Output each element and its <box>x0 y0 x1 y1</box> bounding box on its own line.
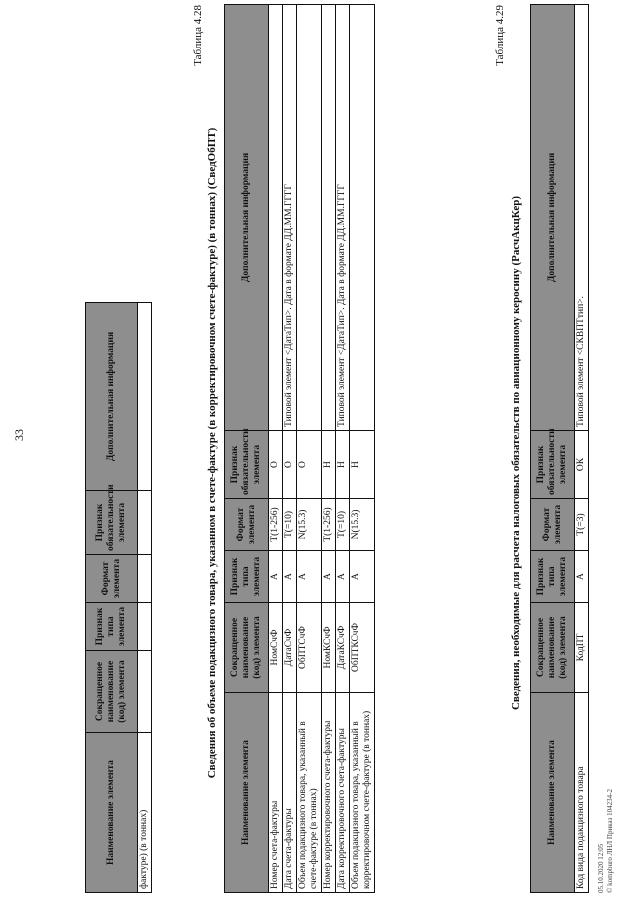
table-row <box>336 5 350 893</box>
header-info: Дополнительная информация <box>531 5 575 431</box>
header-format: Формат элемента <box>531 499 575 551</box>
cell-type: А <box>322 551 336 603</box>
cell-info <box>322 5 336 431</box>
cell-type: А <box>575 551 589 603</box>
cell-code: ДатаКСчФ <box>336 603 350 693</box>
header-code: Сокращенное наименование (код) элемента <box>86 651 138 733</box>
table-row <box>283 5 297 893</box>
table-428 <box>224 4 375 893</box>
cell: фактуре) (в тоннах) <box>138 733 152 893</box>
header-format: Формат элемента <box>225 499 269 551</box>
header-name: Наименование элемента <box>225 693 269 893</box>
cell-required: Н <box>336 431 350 499</box>
cell-format: T(1-256) <box>322 499 336 551</box>
table-428-label: Таблица 4.28 <box>192 5 204 66</box>
cell-name: Дата корректировочного счета-фактуры <box>336 693 350 893</box>
table-429 <box>530 4 589 893</box>
cell-code: КодПТ <box>575 603 589 693</box>
header-type: Признак типа элемента <box>225 551 269 603</box>
table-row <box>575 5 589 893</box>
header-required: Признак обязательности элемента <box>86 491 138 555</box>
cell-type: А <box>269 551 283 603</box>
header-format: Формат элемента <box>86 555 138 603</box>
cell-required: ОК <box>575 431 589 499</box>
cell-name: Номер корректировочного счета-фактуры <box>322 693 336 893</box>
page-number: 33 <box>12 429 26 441</box>
cell-name: Объем подакцизного товара, указанный в корректировочном счете-фактуре (в тоннах) <box>350 693 375 893</box>
table-429-label: Таблица 4.29 <box>494 5 506 66</box>
cell-required: Н <box>350 431 375 499</box>
cell-info <box>350 5 375 431</box>
table-header-row <box>86 303 138 893</box>
header-required: Признак обязательности элемента <box>531 431 575 499</box>
cell-code: НомСчФ <box>269 603 283 693</box>
footer-date: 05.10.2020 12:05 <box>597 843 605 893</box>
table-row <box>269 5 283 893</box>
cell-info: Типовой элемент <ДатаТип>. Дата в формате ДД.ММ.ГГГГ <box>283 5 297 431</box>
cell-code: НомКСчФ <box>322 603 336 693</box>
header-code: Сокращенное наименование (код) элемента <box>225 603 269 693</box>
table-row <box>322 5 336 893</box>
cell-format: N(15.3) <box>297 499 322 551</box>
cell <box>138 555 152 603</box>
table-428-title: Сведения об объеме подакцизного товара, указанном в счете-фактуре (в корректировочном счете-фактуре) (в тоннах) (СведОбПТ) <box>206 127 218 779</box>
cell-type: А <box>297 551 322 603</box>
cell-required: Н <box>322 431 336 499</box>
header-name: Наименование элемента <box>531 693 575 893</box>
cell-name: Объем подакцизного товара, указанный в счете-фактуре (в тоннах) <box>297 693 322 893</box>
cell-code: ОбПТКСчФ <box>350 603 375 693</box>
table-header-row <box>531 5 575 893</box>
cell-required: О <box>297 431 322 499</box>
cell <box>138 491 152 555</box>
header-type: Признак типа элемента <box>86 603 138 651</box>
cell-format: T(=3) <box>575 499 589 551</box>
header-type: Признак типа элемента <box>531 551 575 603</box>
cell <box>138 651 152 733</box>
cell-info <box>269 5 283 431</box>
cell-code: ДатаСчФ <box>283 603 297 693</box>
cell-type: А <box>336 551 350 603</box>
cell-format: T(1-256) <box>269 499 283 551</box>
cell-info: Типовой элемент <СКВПТтип>. <box>575 5 589 431</box>
cell-name: Номер счета-фактуры <box>269 693 283 893</box>
cell-type: А <box>283 551 297 603</box>
cell-info <box>297 5 322 431</box>
cell-name: Дата счета-фактуры <box>283 693 297 893</box>
table-row <box>138 303 152 893</box>
header-info: Дополнительная информация <box>225 5 269 431</box>
cell-required: О <box>269 431 283 499</box>
cell <box>138 603 152 651</box>
cell-type: А <box>350 551 375 603</box>
header-code: Сокращенное наименование (код) элемента <box>531 603 575 693</box>
cell-format: T(=10) <box>336 499 350 551</box>
table-429-title: Сведения, необходимые для расчета налоговых обязательств по авиационному керосину (РасчАкцКер) <box>510 195 522 711</box>
cell-format: T(=10) <box>283 499 297 551</box>
table-row <box>297 5 322 893</box>
cell-format: N(15.3) <box>350 499 375 551</box>
table-row <box>350 5 375 893</box>
cell-required: О <box>283 431 297 499</box>
header-info: Дополнительная информация <box>86 303 138 491</box>
cell-name: Код вида подакцизного товара <box>575 693 589 893</box>
continuation-table <box>85 302 152 893</box>
header-required: Признак обязательности элемента <box>225 431 269 499</box>
cell-info: Типовой элемент <ДатаТип>. Дата в формате ДД.ММ.ГГГГ <box>336 5 350 431</box>
cell <box>138 303 152 491</box>
footer <box>597 789 615 893</box>
footer-doc: © kompburo ЛНЛ Приказ 104234-2 <box>606 789 614 893</box>
cell-code: ОбПТСчФ <box>297 603 322 693</box>
header-name: Наименование элемента <box>86 733 138 893</box>
table-header-row <box>225 5 269 893</box>
